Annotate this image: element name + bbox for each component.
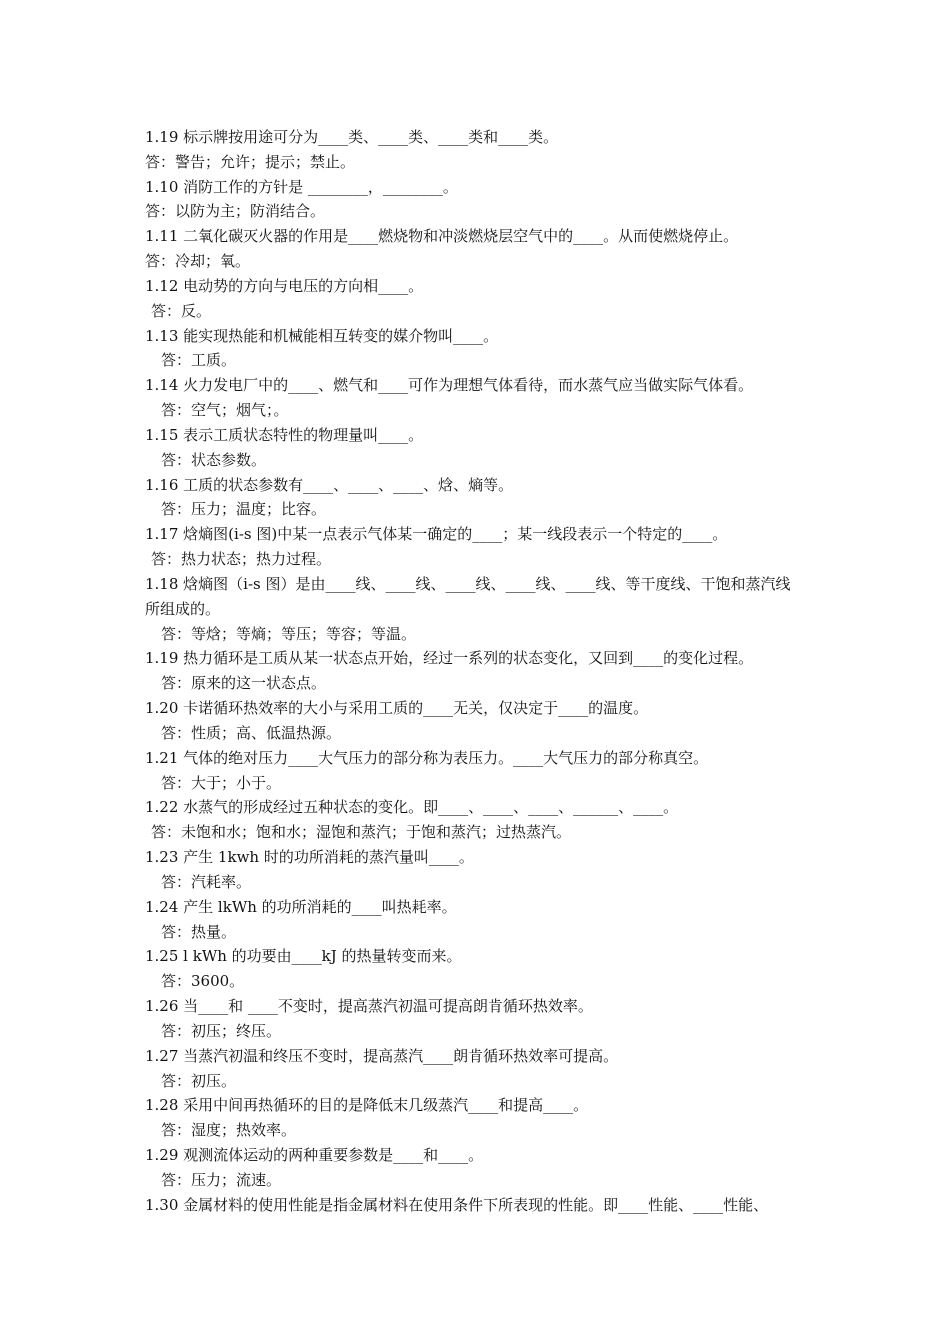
question-line: 1.18 焓熵图（i-s 图）是由____线、____线、____线、____线、____线、等干度线、干饱和蒸汽线 bbox=[145, 575, 791, 593]
answer-line: 答：汽耗率。 bbox=[161, 873, 252, 891]
answer-line: 答：未饱和水；饱和水；湿饱和蒸汽；于饱和蒸汽；过热蒸汽。 bbox=[151, 823, 572, 841]
question-line: 1.28 采用中间再热循环的目的是降低末几级蒸汽____和提高____。 bbox=[145, 1096, 589, 1114]
answer-line: 答：状态参数。 bbox=[161, 451, 267, 469]
question-line: 所组成的。 bbox=[145, 600, 221, 618]
question-line: 1.21 气体的绝对压力____大气压力的部分称为表压力。____大气压力的部分称真空。 bbox=[145, 749, 709, 767]
answer-line: 答：湿度；热效率。 bbox=[161, 1121, 297, 1139]
question-line: 1.17 焓熵图(i-s 图)中某一点表示气体某一确定的____；某一线段表示一个特定的____。 bbox=[145, 525, 728, 543]
answer-line: 答：工质。 bbox=[161, 351, 237, 369]
answer-line: 答：3600。 bbox=[161, 972, 245, 990]
answer-line: 答：初压。 bbox=[161, 1072, 237, 1090]
answer-line: 答：性质；高、低温热源。 bbox=[161, 724, 342, 742]
answer-line: 答：冷却；氧。 bbox=[145, 252, 251, 270]
question-line: 1.12 电动势的方向与电压的方向相____。 bbox=[145, 277, 424, 295]
answer-line: 答：初压；终压。 bbox=[161, 1022, 282, 1040]
question-line: 1.14 火力发电厂中的____、燃气和____可作为理想气体看待，而水蒸气应当做实际气体看。 bbox=[145, 376, 754, 394]
question-line: 1.25 l kWh 的功要由____kJ 的热量转变而来。 bbox=[145, 947, 462, 965]
question-line: 1.22 水蒸气的形成经过五种状态的变化。即____、____、____、______、____。 bbox=[145, 798, 679, 816]
question-line: 1.19 标示牌按用途可分为____类、____类、____类和____类。 bbox=[145, 128, 559, 146]
answer-line: 答：等焓；等熵；等压；等容；等温。 bbox=[161, 625, 417, 643]
answer-line: 答：以防为主；防消结合。 bbox=[145, 202, 326, 220]
question-line: 1.29 观测流体运动的两种重要参数是____和____。 bbox=[145, 1146, 484, 1164]
answer-line: 答：警告；允许；提示；禁止。 bbox=[145, 153, 356, 171]
question-line: 1.15 表示工质状态特性的物理量叫____。 bbox=[145, 426, 424, 444]
answer-line: 答：压力；温度；比容。 bbox=[161, 500, 327, 518]
answer-line: 答：反。 bbox=[151, 302, 212, 320]
answer-line: 答：压力；流速。 bbox=[161, 1171, 282, 1189]
answer-line: 答：空气；烟气；。 bbox=[161, 401, 289, 419]
answer-line: 答：大于；小于。 bbox=[161, 774, 282, 792]
question-line: 1.10 消防工作的方针是 ________，________。 bbox=[145, 178, 458, 196]
answer-line: 答：热量。 bbox=[161, 923, 237, 941]
question-line: 1.30 金属材料的使用性能是指金属材料在使用条件下所表现的性能。即____性能、____性能、 bbox=[145, 1196, 769, 1214]
question-line: 1.11 二氧化碳灭火器的作用是____燃烧物和冲淡燃烧层空气中的____。从而使燃烧停止。 bbox=[145, 227, 739, 245]
question-line: 1.24 产生 lkWh 的功所消耗的____叫热耗率。 bbox=[145, 898, 457, 916]
answer-line: 答：原来的这一状态点。 bbox=[161, 674, 327, 692]
question-line: 1.19 热力循环是工质从某一状态点开始，经过一系列的状态变化，又回到____的变化过程。 bbox=[145, 649, 754, 667]
question-line: 1.23 产生 1kwh 时的功所消耗的蒸汽量叫____。 bbox=[145, 848, 474, 866]
question-line: 1.13 能实现热能和机械能相互转变的媒介物叫____。 bbox=[145, 327, 499, 345]
question-line: 1.27 当蒸汽初温和终压不变时，提高蒸汽____朗肯循环热效率可提高。 bbox=[145, 1047, 619, 1065]
question-line: 1.16 工质的状态参数有____、____、____、焓、熵等。 bbox=[145, 476, 514, 494]
question-line: 1.20 卡诺循环热效率的大小与采用工质的____无关，仅决定于____的温度。 bbox=[145, 699, 649, 717]
question-line: 1.26 当____和 ____不变时，提高蒸汽初温可提高朗肯循环热效率。 bbox=[145, 997, 593, 1015]
answer-line: 答：热力状态；热力过程。 bbox=[151, 550, 332, 568]
